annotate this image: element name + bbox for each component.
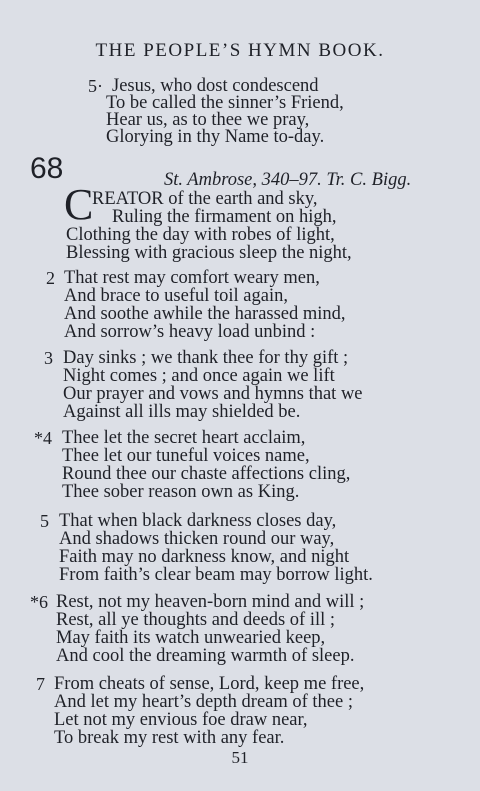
stanza-number: 5· (88, 76, 103, 96)
stanza-number: 2 (46, 268, 55, 288)
drop-cap: C (64, 180, 94, 229)
stanza-number: *4 (34, 428, 52, 448)
verse-line: Clothing the day with robes of light, (66, 225, 335, 245)
verse-line: Hear us, as to thee we pray, (106, 110, 310, 130)
verse-line: Let not my envious foe draw near, (54, 710, 308, 730)
verse-line: Against all ills may shielded be. (63, 402, 301, 422)
verse-line: Ruling the firmament on high, (112, 207, 337, 227)
verse-line: That rest may comfort weary men, (64, 268, 320, 288)
verse-line: And sorrow’s heavy load unbind : (64, 322, 316, 342)
verse-line: And cool the dreaming warmth of sleep. (56, 646, 355, 666)
verse-line: Night comes ; and once again we lift (63, 366, 335, 386)
verse-line: And brace to useful toil again, (64, 286, 288, 306)
verse-line: From cheats of sense, Lord, keep me free, (54, 674, 365, 694)
stanza-number: 5 (40, 511, 49, 531)
verse-line: To break my rest with any fear. (54, 728, 285, 748)
verse-line: REATOR of the earth and sky, (92, 189, 318, 209)
verse-line: And let my heart’s depth dream of thee ; (54, 692, 353, 712)
verse-line: Thee sober reason own as King. (62, 482, 300, 502)
verse-line: Blessing with gracious sleep the night, (66, 243, 352, 263)
verse-line: Jesus, who dost condescend (112, 76, 319, 96)
verse-line: Our prayer and vows and hymns that we (63, 384, 363, 404)
verse-line: To be called the sinner’s Friend, (106, 93, 344, 113)
verse-line: Glorying in thy Name to-day. (106, 127, 325, 147)
stanza-number: 3 (44, 348, 53, 368)
verse-line: Round thee our chaste affections cling, (62, 464, 351, 484)
verse-line: And soothe awhile the harassed mind, (64, 304, 346, 324)
hymn-attribution: St. Ambrose, 340–97. Tr. C. Bigg. (164, 170, 412, 190)
verse-line: Rest, all ye thoughts and deeds of ill ; (56, 610, 335, 630)
verse-line: And shadows thicken round our way, (59, 529, 335, 549)
page-number: 51 (231, 748, 249, 767)
stanza-number: 7 (36, 674, 45, 694)
verse-line: From faith’s clear beam may borrow light. (59, 565, 373, 585)
stanza-number: *6 (30, 592, 48, 612)
verse-line: Day sinks ; we thank thee for thy gift ; (63, 348, 349, 368)
verse-line: May faith its watch unwearied keep, (56, 628, 326, 648)
hymn-number: 68 (30, 152, 64, 185)
verse-line: Rest, not my heaven-born mind and will ; (56, 592, 365, 612)
verse-line: That when black darkness closes day, (59, 511, 337, 531)
verse-line: Thee let the secret heart acclaim, (62, 428, 306, 448)
verse-line: Thee let our tuneful voices name, (62, 446, 310, 466)
page-header: THE PEOPLE’S HYMN BOOK. (95, 40, 385, 61)
verse-line: Faith may no darkness know, and night (59, 547, 350, 567)
